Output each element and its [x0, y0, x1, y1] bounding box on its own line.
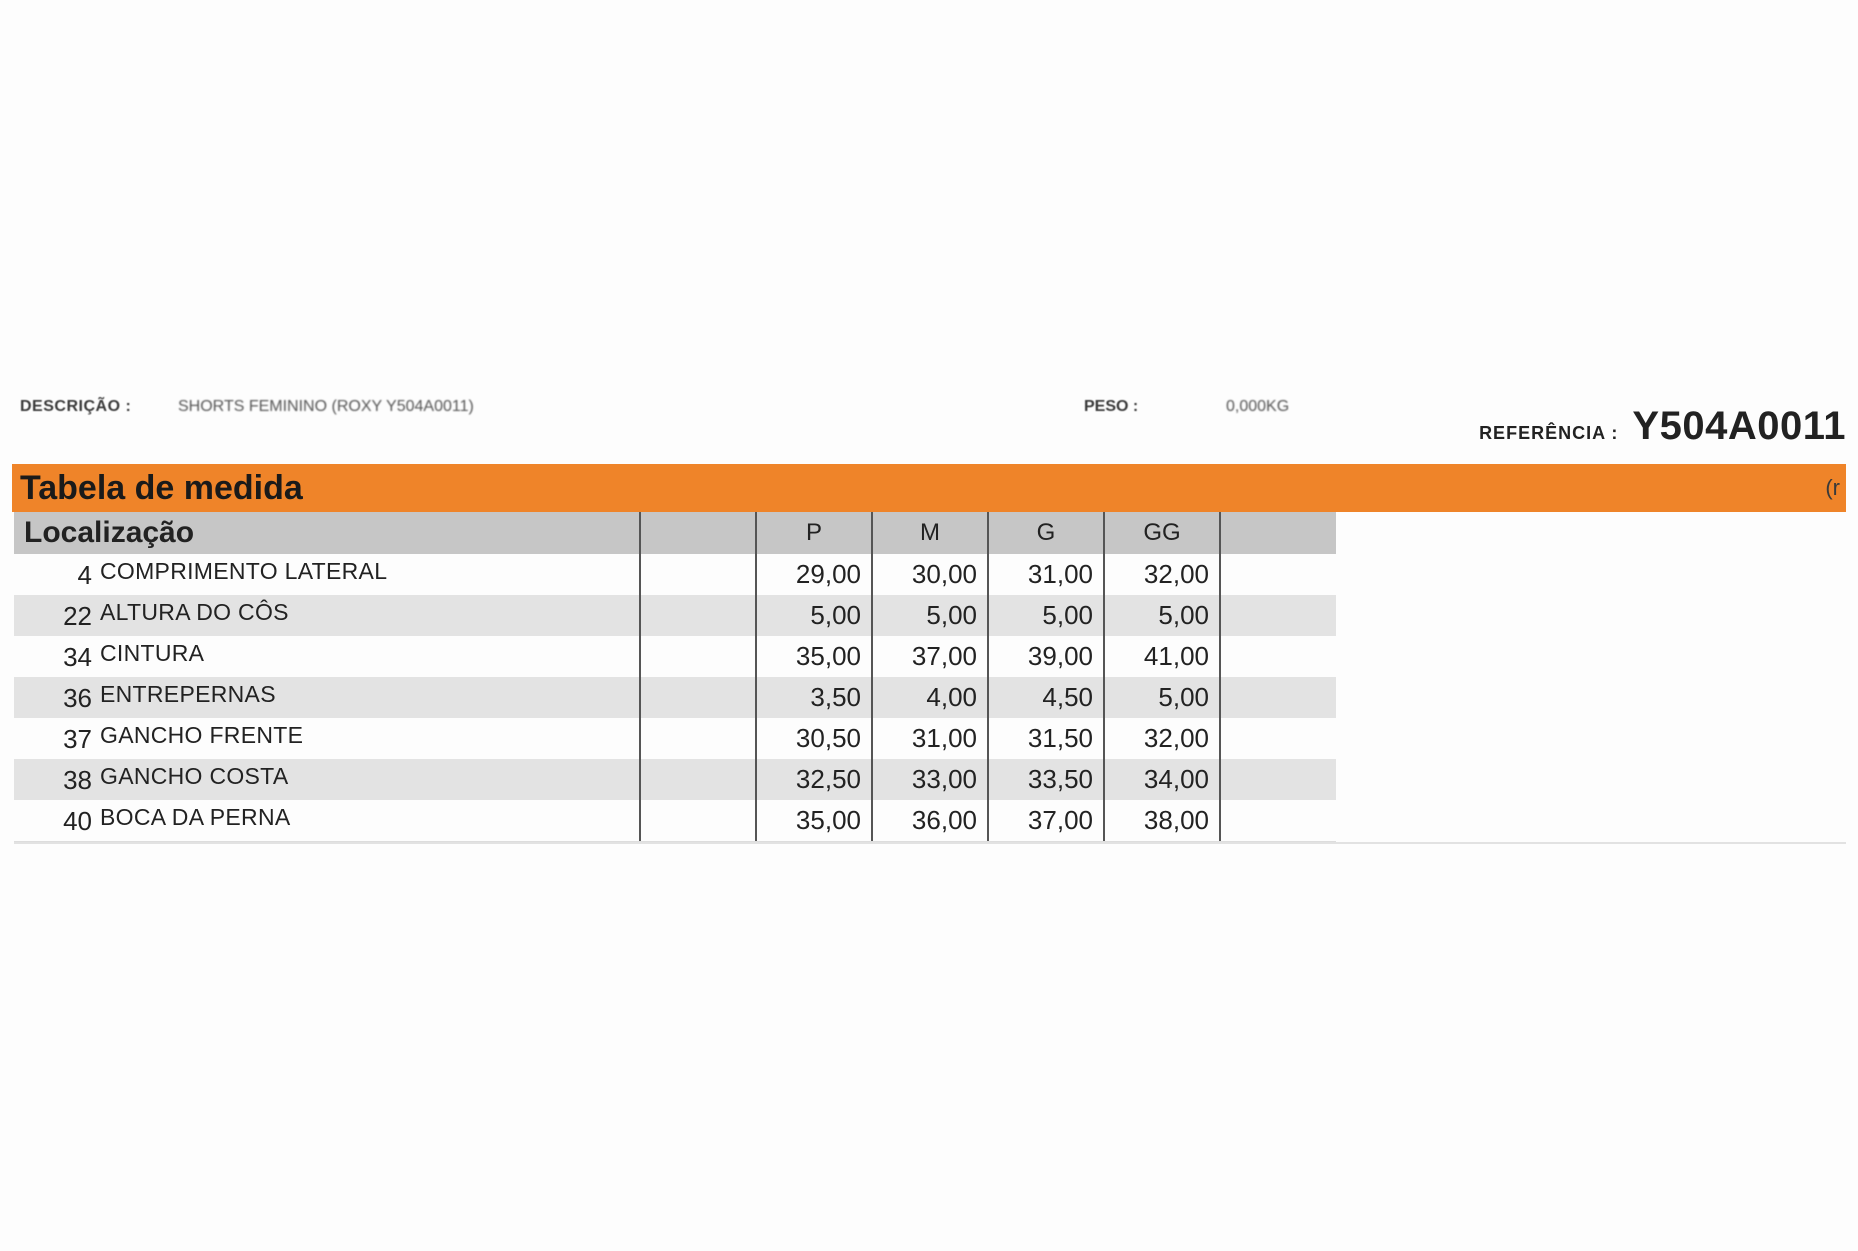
location-code: 38	[63, 764, 92, 795]
measure-value-cell	[640, 677, 756, 718]
measure-value-cell: 31,50	[988, 718, 1104, 759]
measure-value-cell: 39,00	[988, 636, 1104, 677]
measure-value-cell	[640, 636, 756, 677]
cut-header-line	[14, 394, 1314, 418]
location-name: CINTURA	[100, 639, 205, 666]
measure-value-cell	[1220, 718, 1336, 759]
location-cell	[14, 718, 640, 759]
measure-value-cell: 33,50	[988, 759, 1104, 800]
location-code: 22	[63, 600, 92, 631]
section-title: Tabela de medida	[20, 468, 303, 507]
measure-value-cell	[1220, 595, 1336, 636]
location-name: GANCHO FRENTE	[100, 721, 304, 748]
measure-value-cell: 32,00	[1104, 554, 1220, 595]
measure-value-cell: 5,00	[1104, 677, 1220, 718]
measure-value-cell	[1220, 800, 1336, 842]
measure-value-cell	[640, 595, 756, 636]
measure-value-cell	[1220, 677, 1336, 718]
peso-label: PESO :	[1084, 398, 1139, 415]
table-row	[14, 759, 1336, 800]
measure-value-cell: 4,50	[988, 677, 1104, 718]
measure-value-cell: 35,00	[756, 800, 872, 842]
measure-value-cell	[1220, 554, 1336, 595]
measure-value-cell: 29,00	[756, 554, 872, 595]
measure-value-cell: 36,00	[872, 800, 988, 842]
referencia-label: REFERÊNCIA :	[1479, 423, 1619, 443]
measure-value-cell: 30,50	[756, 718, 872, 759]
measure-value-cell: 4,00	[872, 677, 988, 718]
location-cell	[14, 595, 640, 636]
table-row	[14, 554, 1336, 595]
location-name: ENTREPERNAS	[100, 680, 276, 707]
measure-value-cell: 32,50	[756, 759, 872, 800]
location-name: ALTURA DO CÔS	[100, 598, 289, 625]
measure-value-cell: 32,00	[1104, 718, 1220, 759]
measure-value-cell: 3,50	[756, 677, 872, 718]
size-column-header: G	[988, 512, 1104, 554]
measure-value-cell: 33,00	[872, 759, 988, 800]
table-bottom-rule	[14, 842, 1846, 844]
measure-value-cell: 37,00	[872, 636, 988, 677]
measure-value-cell	[1220, 636, 1336, 677]
location-column-header: Localização	[14, 512, 640, 554]
location-cell	[14, 554, 640, 595]
location-cell	[14, 800, 640, 842]
measure-value-cell	[640, 718, 756, 759]
table-row	[14, 800, 1336, 842]
location-name: GANCHO COSTA	[100, 762, 289, 789]
measure-value-cell: 41,00	[1104, 636, 1220, 677]
measure-value-cell: 35,00	[756, 636, 872, 677]
referencia-value: Y504A0011	[1632, 404, 1846, 448]
measure-value-cell	[640, 759, 756, 800]
location-cell	[14, 677, 640, 718]
peso-value: 0,000KG	[1226, 398, 1290, 415]
section-title-bar	[12, 464, 1846, 512]
measure-value-cell	[640, 800, 756, 842]
section-note: (r	[1825, 475, 1840, 500]
measure-value-cell: 5,00	[988, 595, 1104, 636]
measure-value-cell: 37,00	[988, 800, 1104, 842]
size-column-header	[640, 512, 756, 554]
measure-value-cell	[1220, 759, 1336, 800]
table-row	[14, 636, 1336, 677]
location-code: 4	[77, 559, 92, 590]
location-code: 40	[63, 805, 92, 836]
table-row	[14, 595, 1336, 636]
measurement-table	[14, 512, 1336, 843]
location-code: 34	[63, 641, 92, 672]
measure-value-cell: 5,00	[872, 595, 988, 636]
table-body	[14, 554, 1336, 842]
table-header-row	[14, 512, 1336, 554]
table-row	[14, 718, 1336, 759]
location-code: 37	[63, 723, 92, 754]
location-name: BOCA DA PERNA	[100, 803, 291, 830]
size-column-header: P	[756, 512, 872, 554]
location-code: 36	[63, 682, 92, 713]
measure-value-cell: 5,00	[756, 595, 872, 636]
descricao-value: SHORTS FEMININO (ROXY Y504A0011)	[178, 398, 474, 415]
location-cell	[14, 759, 640, 800]
measure-value-cell: 34,00	[1104, 759, 1220, 800]
measure-value-cell: 31,00	[988, 554, 1104, 595]
measure-value-cell: 5,00	[1104, 595, 1220, 636]
descricao-label: DESCRIÇÃO :	[20, 398, 132, 415]
size-column-header	[1220, 512, 1336, 554]
reference-block	[1479, 404, 1846, 449]
size-column-header: GG	[1104, 512, 1220, 554]
location-cell	[14, 636, 640, 677]
measure-value-cell	[640, 554, 756, 595]
measure-value-cell: 38,00	[1104, 800, 1220, 842]
table-row	[14, 677, 1336, 718]
size-column-header: M	[872, 512, 988, 554]
location-name: COMPRIMENTO LATERAL	[100, 557, 388, 584]
measure-value-cell: 30,00	[872, 554, 988, 595]
measure-value-cell: 31,00	[872, 718, 988, 759]
